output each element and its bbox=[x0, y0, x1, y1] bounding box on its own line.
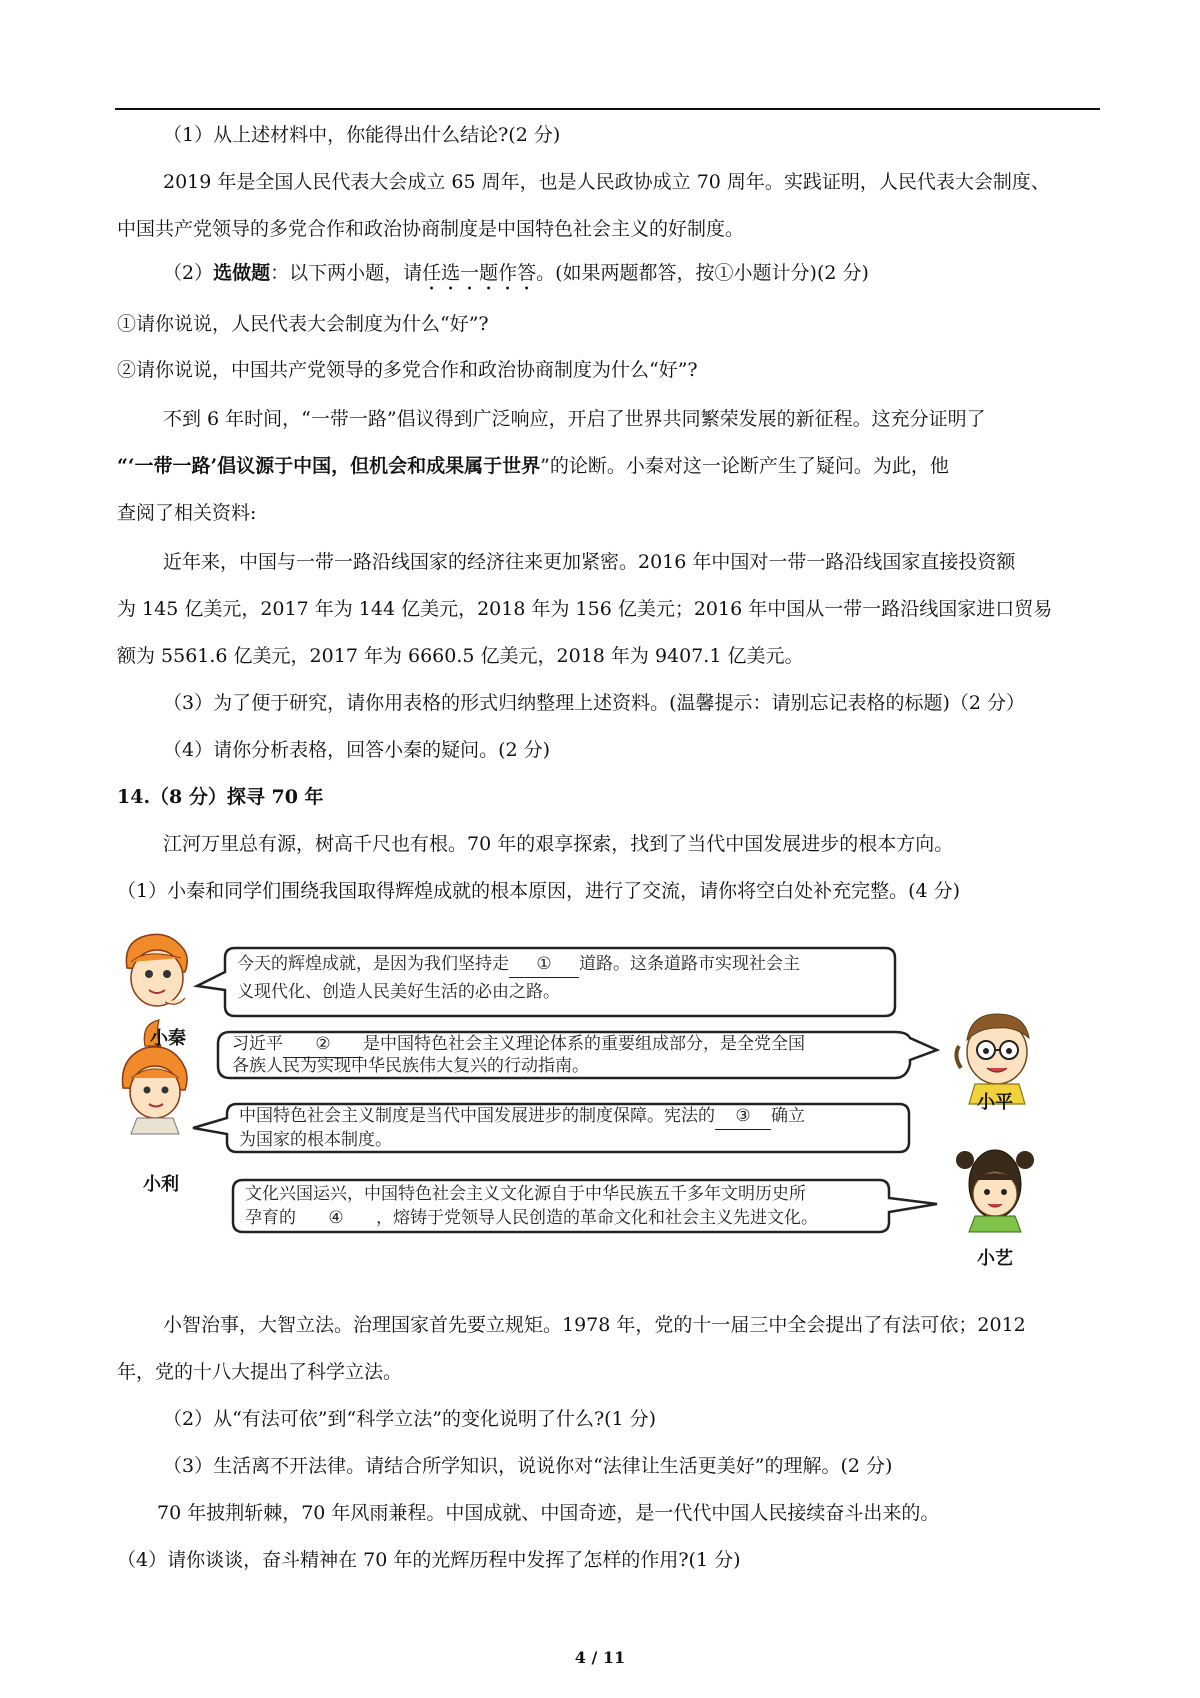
bubble-1-text bbox=[237, 952, 800, 978]
bubble-text: 习近平 bbox=[232, 1034, 283, 1054]
question-1: （1）从上述材料中，你能得出什么结论?(2 分) bbox=[163, 124, 561, 146]
paragraph-line: 江河万里总有源，树高千尺也有根。70 年的艰享探索，找到了当代中国发展进步的根本方向。 bbox=[163, 833, 954, 855]
paragraph-line: 为 145 亿美元，2017 年为 144 亿美元，2018 年为 156 亿美元；2016 年中国从一带一路沿线国家进口贸易 bbox=[117, 598, 1053, 620]
bubble-text: 确立 bbox=[771, 1106, 805, 1126]
paragraph-line: 不到 6 年时间，“一带一路”倡议得到广泛响应，开启了世界共同繁荣发展的新征程。这充分证明了 bbox=[163, 408, 986, 430]
paragraph-line: 70 年披荆斩棘，70 年风雨兼程。中国成就、中国奇迹，是一代代中国人民接续奋斗出来的。 bbox=[157, 1502, 940, 1524]
bubble-text: ，熔铸于党领导人民创造的革命文化和社会主义先进文化。 bbox=[376, 1208, 818, 1228]
character-name-xiaoqin: 小秦 bbox=[150, 1028, 186, 1049]
question-number: （2） bbox=[163, 262, 214, 284]
question-14-heading: 14.（8 分）探寻 70 年 bbox=[117, 786, 324, 808]
character-name-xiaoli: 小利 bbox=[143, 1174, 179, 1195]
bubble-text: 孕育的 bbox=[245, 1208, 296, 1228]
bubble-3-line2: 为国家的根本制度。 bbox=[239, 1130, 392, 1150]
dialogue-figure bbox=[115, 928, 1075, 1288]
blank-2: ② bbox=[283, 1032, 363, 1058]
header-rule bbox=[115, 108, 1100, 110]
paragraph-line: 2019 年是全国人民代表大会成立 65 周年，也是人民政协成立 70 周年。实践证明，人民代表大会制度、 bbox=[163, 171, 1050, 193]
blank-3: ③ bbox=[715, 1104, 771, 1130]
paragraph-line: 年，党的十八大提出了科学立法。 bbox=[117, 1361, 403, 1383]
paragraph-line: 小智治事，大智立法。治理国家首先要立规矩。1978 年，党的十一届三中全会提出了有法可依；2012 bbox=[163, 1314, 1026, 1336]
question-2 bbox=[163, 260, 869, 295]
paragraph-line bbox=[117, 453, 949, 479]
bubble-4-line2 bbox=[245, 1206, 818, 1232]
option-2: ②请你说说，中国共产党领导的多党合作和政治协商制度为什么“好”? bbox=[117, 359, 698, 381]
question-14-2: （2）从“有法可依”到“科学立法”的变化说明了什么?(1 分) bbox=[163, 1408, 657, 1430]
question-3: （3）为了便于研究，请你用表格的形式归纳整理上述资料。(温馨提示：请别忘记表格的标题)（2 分） bbox=[163, 692, 1026, 714]
paragraph-text: ”的论断。小秦对这一论断产生了疑问。为此，他 bbox=[540, 455, 949, 477]
paragraph-line: 近年来，中国与一带一路沿线国家的经济往来更加紧密。2016 年中国对一带一路沿线国家直接投资额 bbox=[163, 551, 1016, 573]
bubble-3-text bbox=[239, 1104, 805, 1130]
question-14-3: （3）生活离不开法律。请结合所学知识，说说你对“法律让生活更美好”的理解。(2 分) bbox=[163, 1455, 893, 1477]
option-1: ①请你说说，人民代表大会制度为什么“好”? bbox=[117, 313, 489, 335]
paragraph-line: 额为 5561.6 亿美元，2017 年为 6660.5 亿美元，2018 年为 9407.1 亿美元。 bbox=[117, 645, 804, 667]
elective-label: 选做题 bbox=[213, 262, 271, 284]
bold-quote: “‘一带一路’倡议源于中国，但机会和成果属于世界 bbox=[117, 455, 541, 477]
bubble-4-text: 文化兴国运兴，中国特色社会主义文化源自于中华民族五千多年文明历史所 bbox=[245, 1184, 806, 1204]
question-14-1: （1）小秦和同学们围绕我国取得辉煌成就的根本原因，进行了交流，请你将空白处补充完整。(4 分) bbox=[117, 880, 961, 902]
blank-1: ① bbox=[509, 952, 579, 978]
character-name-xiaoyi: 小艺 bbox=[977, 1248, 1013, 1269]
bubble-text: 中国特色社会主义制度是当代中国发展进步的制度保障。宪法的 bbox=[239, 1106, 715, 1126]
bubble-text: 今天的辉煌成就，是因为我们坚持走 bbox=[237, 954, 509, 974]
bubble-1-line2: 义现代化、创造人民美好生活的必由之路。 bbox=[237, 982, 560, 1002]
question-4: （4）请你分析表格，回答小秦的疑问。(2 分) bbox=[163, 739, 551, 761]
blank-4: ④ bbox=[296, 1206, 376, 1232]
page-number: 4 / 11 bbox=[574, 1648, 626, 1667]
bubble-text: 道路。这条道路市实现社会主 bbox=[579, 954, 800, 974]
emphasized-text: 任选一题作答 bbox=[422, 262, 537, 284]
character-xiaoqin-icon bbox=[126, 934, 187, 1006]
character-xiaoyi-icon bbox=[956, 1150, 1034, 1232]
question-14-4: （4）请你谈谈，奋斗精神在 70 年的光辉历程中发挥了怎样的作用?(1 分) bbox=[117, 1549, 741, 1571]
paragraph-line: 中国共产党领导的多党合作和政治协商制度是中国特色社会主义的好制度。 bbox=[117, 218, 745, 240]
question-text: 。(如果两题都答，按①小题计分)(2 分) bbox=[536, 262, 869, 284]
bubble-text: 是中国特色社会主义理论体系的重要组成部分，是全党全国 bbox=[363, 1034, 805, 1054]
question-text: ：以下两小题，请 bbox=[270, 262, 423, 284]
character-name-xiaoping: 小平 bbox=[977, 1092, 1013, 1113]
bubble-2-line2: 各族人民为实现中华民族伟大复兴的行动指南。 bbox=[232, 1056, 589, 1076]
paragraph-line: 查阅了相关资料: bbox=[117, 502, 257, 524]
